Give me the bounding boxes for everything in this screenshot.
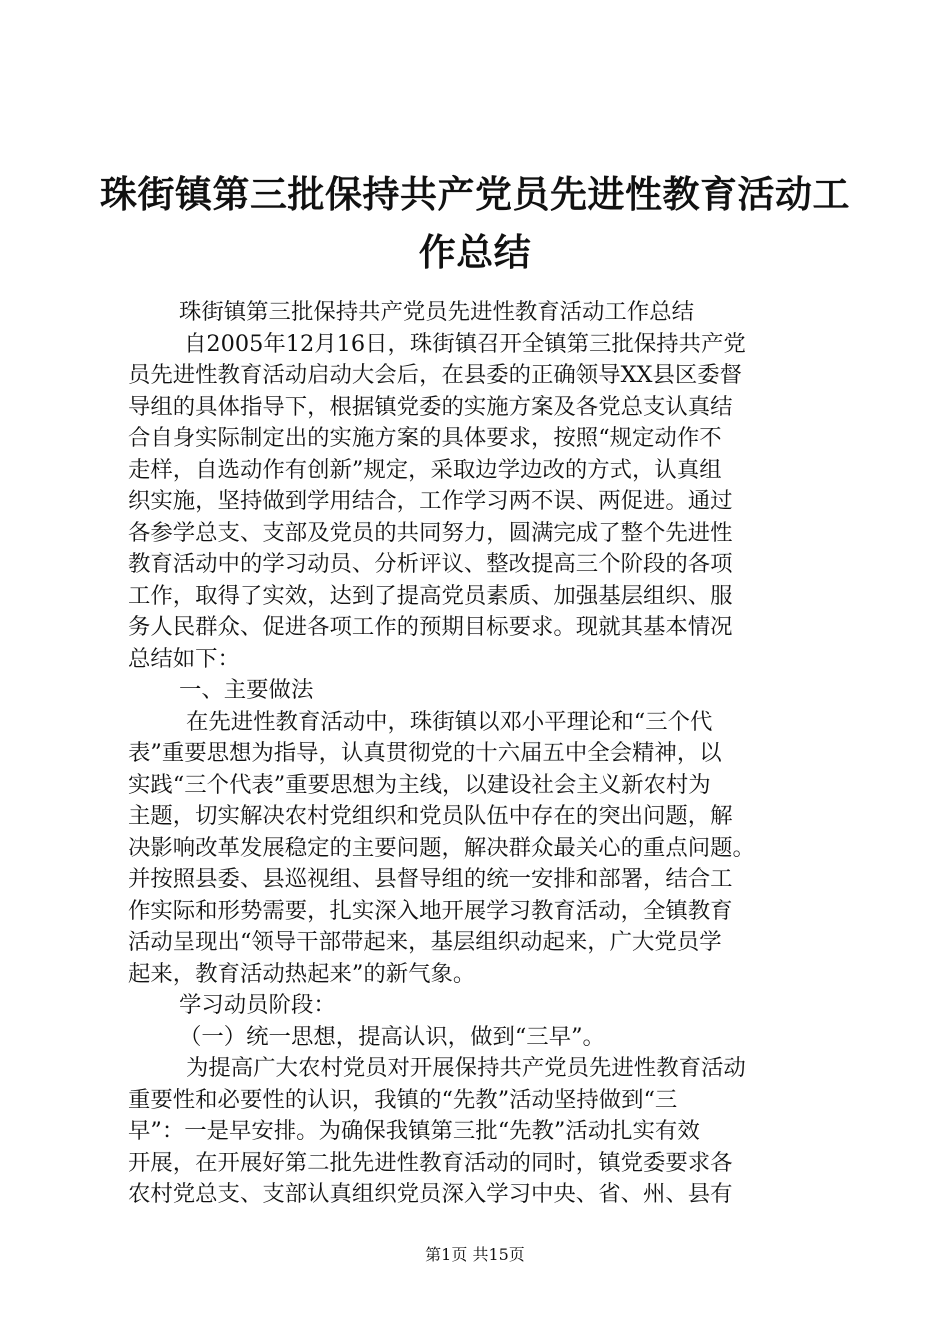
- title-line-1: 珠街镇第三批保持共产党员先进性教育活动工: [100, 173, 850, 216]
- section-heading: （一）统一思想，提高认识，做到“三早”。: [179, 1023, 605, 1050]
- section-heading: 一、主要做法: [179, 677, 314, 703]
- paragraph-line: 起来，教育活动热起来”的新气象。: [128, 960, 476, 987]
- paragraph-line: 教育活动中的学习动员、分析评议、整改提高三个阶段的各项: [128, 551, 733, 577]
- paragraph-line: 合自身实际制定出的实施方案的具体要求，按照“规定动作不: [128, 425, 722, 451]
- subtitle-line: 珠街镇第三批保持共产党员先进性教育活动工作总结: [179, 299, 694, 325]
- paragraph-line: 活动呈现出“领导干部带起来，基层组织动起来，广大党员学: [128, 929, 722, 955]
- paragraph-line: 实践“三个代表”重要思想为主线，以建设社会主义新农村为: [128, 771, 711, 798]
- paragraph-line: 导组的具体指导下，根据镇党委的实施方案及各党总支认真结: [128, 393, 733, 420]
- paragraph-line: 为提高广大农村党员对开展保持共产党员先进性教育活动: [186, 1055, 746, 1081]
- paragraph-line: 农村党总支、支部认真组织党员深入学习中央、省、州、县有: [128, 1181, 733, 1207]
- document-title: [100, 166, 850, 282]
- paragraph-line: 开展，在开展好第二批先进性教育活动的同时，镇党委要求各: [128, 1149, 733, 1176]
- paragraph-line: 走样，自选动作有创新”规定，采取边学边改的方式，认真组: [128, 456, 722, 483]
- paragraph-line: 务人民群众、促进各项工作的预期目标要求。现就其基本情况: [128, 614, 733, 640]
- paragraph-line: 作实际和形势需要，扎实深入地开展学习教育活动，全镇教育: [128, 897, 733, 924]
- paragraph-line: 在先进性教育活动中，珠街镇以邓小平理论和“三个代: [186, 708, 713, 735]
- paragraph-line: 主题，切实解决农村党组织和党员队伍中存在的突出问题，解: [128, 803, 733, 829]
- section-heading: 学习动员阶段：: [179, 992, 336, 1018]
- paragraph-line: 早”：一是早安排。为确保我镇第三批“先教”活动扎实有效: [128, 1118, 700, 1144]
- paragraph-line: 各参学总支、支部及党员的共同努力，圆满完成了整个先进性: [128, 519, 733, 546]
- paragraph-line: 决影响改革发展稳定的主要问题，解决群众最关心的重点问题。: [128, 834, 755, 861]
- paragraph-line: 并按照县委、县巡视组、县督导组的统一安排和部署，结合工: [128, 866, 733, 892]
- paragraph-line: 工作，取得了实效，达到了提高党员素质、加强基层组织、服: [128, 582, 733, 609]
- paragraph-line: 表”重要思想为指导，认真贯彻党的十六届五中全会精神，以: [128, 740, 722, 766]
- title-line-2: 作总结: [418, 231, 532, 274]
- paragraph-line: 织实施，坚持做到学用结合，工作学习两不误、两促进。通过: [128, 488, 733, 514]
- document-body: [128, 297, 848, 1211]
- page-number: 第1页 共15页: [425, 1245, 525, 1264]
- paragraph-line: 员先进性教育活动启动大会后，在县委的正确领导XX县区委督: [128, 362, 743, 388]
- paragraph-line: 总结如下：: [128, 645, 240, 672]
- paragraph-line: 自2005年12月16日，珠街镇召开全镇第三批保持共产党: [184, 330, 746, 357]
- paragraph-line: 重要性和必要性的认识，我镇的“先教”活动坚持做到“三: [128, 1086, 678, 1113]
